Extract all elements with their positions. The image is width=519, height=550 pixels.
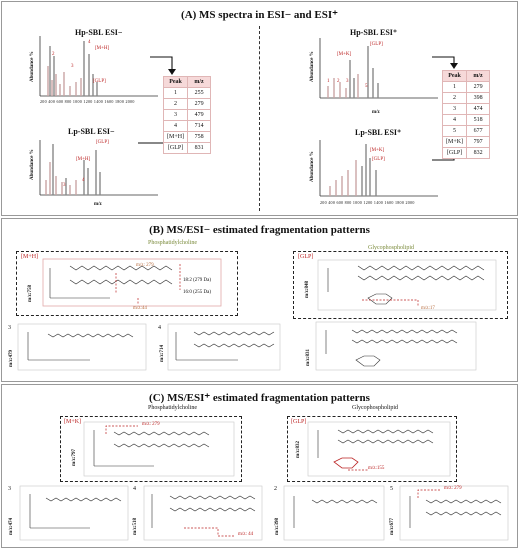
frag-2-structure-c	[284, 486, 386, 542]
frag-3-number: 3	[8, 325, 11, 331]
glp-fragment-831	[316, 322, 481, 372]
peak-label: 4	[82, 178, 85, 183]
x-ticks: 200 400 600 800 1000 1200 1400 1600 1800 2000	[40, 99, 135, 104]
mz-831: m/z:831	[306, 349, 311, 366]
mz-398: m/z:398	[275, 518, 280, 535]
frag-3-number-c: 3	[8, 486, 11, 492]
peak-label: [GLP]	[370, 42, 383, 47]
peak-label: 3	[71, 64, 74, 69]
frag-5-mz-279: m/z: 279	[444, 486, 462, 491]
y-axis-label: Abundance %	[310, 51, 315, 82]
frag-4-structure	[168, 324, 283, 372]
panel-title-hp-pos: Hp-SBL ESI⁺	[350, 28, 398, 37]
peak-label: 2	[337, 79, 340, 84]
peak-label: 3	[63, 183, 66, 188]
peak-label: 4	[88, 40, 91, 45]
y-axis-label: Abundance %	[310, 151, 315, 182]
peak-label: [M+H]	[95, 46, 110, 51]
frag-2-number-c: 2	[274, 486, 277, 492]
frag-4-number: 4	[158, 325, 161, 331]
spectrum-hp-neg	[40, 36, 160, 96]
peak-label: 3	[346, 79, 349, 84]
label-glycophospholipid-c: Glycophospholipid	[352, 405, 398, 411]
pc-structure-neg	[40, 258, 230, 310]
label-phosphatidylcholine: Phosphatidylcholine	[148, 240, 197, 246]
peak-label: [M+K]	[370, 148, 385, 153]
frag-4-number-c: 4	[133, 486, 136, 492]
peak-table-pos: Peak m/z 1 279 2 398 3 474 4 518 5 677 [M+K] 797 [GLP] 832	[442, 70, 490, 159]
spectrum-lp-neg	[40, 140, 160, 195]
tag-glp-c: [GLP]	[291, 419, 307, 425]
mz-474: m/z:474	[9, 518, 14, 535]
peak-label: 5	[365, 84, 368, 89]
pc-structure-pos	[84, 420, 236, 478]
spectrum-hp-pos	[320, 38, 440, 98]
y-axis-label: Abundance %	[30, 149, 35, 180]
label-phosphatidylcholine-c: Phosphatidylcholine	[148, 405, 197, 411]
mz-155-label: m/z:155	[368, 466, 385, 471]
mz-714: m/z:714	[160, 345, 165, 362]
peak-label: 2	[52, 52, 55, 57]
tag-mk: [M+K]	[64, 419, 82, 425]
x-ticks: 200 400 600 800 1000 1200 1400 1600 1800 2000	[320, 200, 415, 205]
label-glycophospholipid: Glycophospholipid	[368, 245, 414, 251]
y-axis-label: Abundance %	[30, 51, 35, 82]
tag-glp: [GLP]	[298, 254, 314, 260]
mz-17-label: m/z:17	[421, 306, 435, 311]
mz-518: m/z:518	[133, 518, 138, 535]
frag-5-number-c: 5	[390, 486, 393, 492]
mz-848: m/z:848	[305, 281, 310, 298]
peak-label: [M+K]	[337, 52, 352, 57]
x-axis-label: m/z	[372, 110, 380, 115]
mz-44-label: m/z:44	[133, 306, 147, 311]
mz-479: m/z:479	[9, 350, 14, 367]
frag-3-structure	[18, 324, 148, 372]
tag-mh: [M+H]	[21, 254, 39, 260]
section-a-title: (A) MS spectra in ESI− and ESI⁺	[181, 9, 338, 21]
section-b-title: (B) MS/ESI− estimated fragmentation patterns	[149, 224, 370, 236]
chain-16-0: 16:0 (255 Da)	[183, 290, 212, 295]
mz-677: m/z:677	[390, 518, 395, 535]
mz-279-label-c: m/z: 279	[142, 422, 160, 427]
glp-structure-neg	[318, 258, 500, 314]
section-a-divider	[259, 26, 260, 211]
mz-44-label-c: m/z: 44	[238, 532, 254, 537]
section-c-title: (C) MS/ESI⁺ estimated fragmentation patterns	[149, 392, 370, 404]
peak-label: 1	[327, 79, 330, 84]
chain-18-2: 18:2 (279 Da)	[183, 278, 212, 283]
mz-832: m/z:832	[296, 441, 301, 458]
panel-title-lp-pos: Lp-SBL ESI⁺	[355, 128, 402, 137]
peak-table-neg: Peak m/z 1 255 2 279 3 479 4 714 [M+H] 758 [GLP] 831	[163, 76, 211, 154]
peak-label: [M+H]	[76, 157, 91, 162]
x-axis-label: m/z	[94, 202, 102, 207]
mz-797: m/z:797	[72, 449, 77, 466]
panel-title-lp-neg: Lp-SBL ESI−	[68, 127, 115, 136]
frag-5-structure-c	[400, 486, 510, 542]
mz-279-label: m/z: 279	[136, 263, 154, 268]
peak-label: [GLP]	[372, 157, 385, 162]
frag-3-structure-c	[20, 486, 130, 542]
panel-title-hp-neg: Hp-SBL ESI−	[75, 28, 123, 37]
peak-label: [GLP]	[93, 79, 106, 84]
peak-label: [GLP]	[96, 140, 109, 145]
mz-758: m/z:758	[28, 285, 33, 302]
